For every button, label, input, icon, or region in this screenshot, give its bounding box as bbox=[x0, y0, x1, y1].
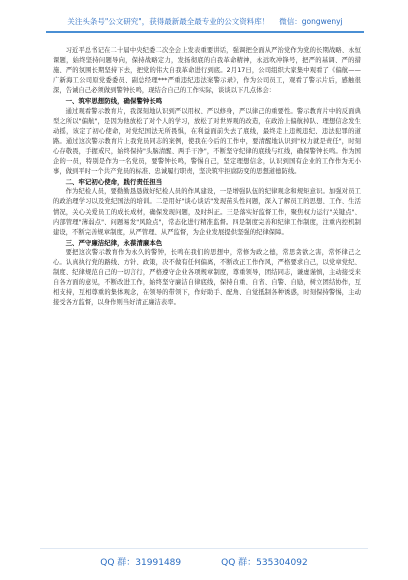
intro-paragraph: 习近平总书记在二十届中央纪委二次全会上发表重要讲话，强调把全面从严治党作为党的长期战略、永恒课题，始终坚持问题导向，保持战略定力，发扬彻底的自我革命精神，永远吹冲锋号，把严的基调、严的措施、严的氛围长期坚持下去，把党的伟大自我革命进行到底。2月17日，公司组织大家集中观看了《偏航——广新海工公司原党委委员、副总经理***严重违纪违法案警示录》，作为公司员工，观看了警示片后，感触很深，告诫自己必须做到警钟长鸣，现结合自己的工作实际，谈谈以下几点体会： bbox=[53, 47, 361, 95]
section-2-paragraph: 作为纪检人员，要勤勤恳恳做好纪检人员的作风建设，一是增强队伍的纪律观念和规矩意识。加强对员工的政治理学习以及党纪国法的培训。二是用好"谈心谈话"发现苗头性问题，深入了解员工的思想、工作、生活情况，关心关爱员工的成长成材，确保发现问题，及时纠正。三是落实好监督工作，聚焦权力运行"关键点"、内部管理"薄弱点"、问题易发"风险点"，常态化进行精准监督。四是制度完善和纪律工作制度，注重内控机制建设，不断完善规章制度，从严管理、从严监督，为企业发展提供坚强的纪律保障。 bbox=[53, 188, 361, 236]
footer-qq-group-2: QQ 群：535304092 bbox=[221, 557, 308, 568]
section-3-paragraph: 要把这次警示教育作为永久的警钟，长鸣在我们的思想中，常修为政之德，常思贪欲之害，常怀律己之心。认真执行党的路线、方针、政策，决不做有任何偏离，不断改正工作作风，严格要求自己，以党章党纪、制度、纪律规范自己的一切言行，严格遵守企业各项规章制度，尊重领导，团结同志，谦虚谨慎，主动接受来自各方面的意见，不断改进工作，始终坚守廉洁自律底线，保持自重、自省、自警、自励，树立团结协作，互相支持，互相尊重的集体观念，在领导的带领下，作好助手、配角、自觉抵制各种诱惑，时刻保持警惕，主动接受各方监督，以身作则当好清正廉洁表率。 bbox=[53, 248, 361, 307]
section-heading-3: 三、严守廉洁纪律，永葆清廉本色 bbox=[65, 238, 163, 247]
header-banner bbox=[46, 11, 364, 33]
footer-divider bbox=[40, 548, 368, 549]
footer bbox=[0, 552, 408, 570]
section-heading-2: 二、牢记初心使命，践行责任担当 bbox=[65, 178, 163, 187]
document-body bbox=[53, 46, 361, 308]
footer-qq-group-1: QQ 群：31991489 bbox=[100, 557, 182, 568]
section-1-paragraph: 通过观看警示教育片，我深刻地认识到严以用权、严以修身，严以律己的重要性。警示教育片中的反面典型之所以"偏航"，是因为他放松了对个人的学习，放松了对世界观的改造，在政治上偏航掉队、理想信念发生动摇，该定了初心使命，对党纪国法无所畏惧，在利益面前失去了底线，最终走上违规违纪、违法犯罪的道路。通过这次警示教育片上我党员同志的案例，使我在今后的工作中，要清醒地认识到"权力就是责任"，时刻心存敬畏，手握戒尺，始终保持"头脑清醒、两手干净"，不断坚守纪律的底线与红线，确保警钟长鸣。作为国企的一员，特别是作为一名党员，要警钟长鸣，警惕自己，坚定理想信念，认识到国有企业的工作作为无小事，做到平时一个共产党员的标准、忠诚履行职责，坚决筑牢拒腐防变的思想道德防线。 bbox=[53, 107, 361, 176]
section-heading-1: 一、筑牢思想防线，确保警钟长鸣 bbox=[65, 97, 163, 106]
header-promo-text: 关注头条号"公文研究"，获得最新最全最专业的公文资料库！ bbox=[67, 16, 270, 26]
header-wechat-text: 微信：gongwenyj bbox=[279, 16, 343, 26]
